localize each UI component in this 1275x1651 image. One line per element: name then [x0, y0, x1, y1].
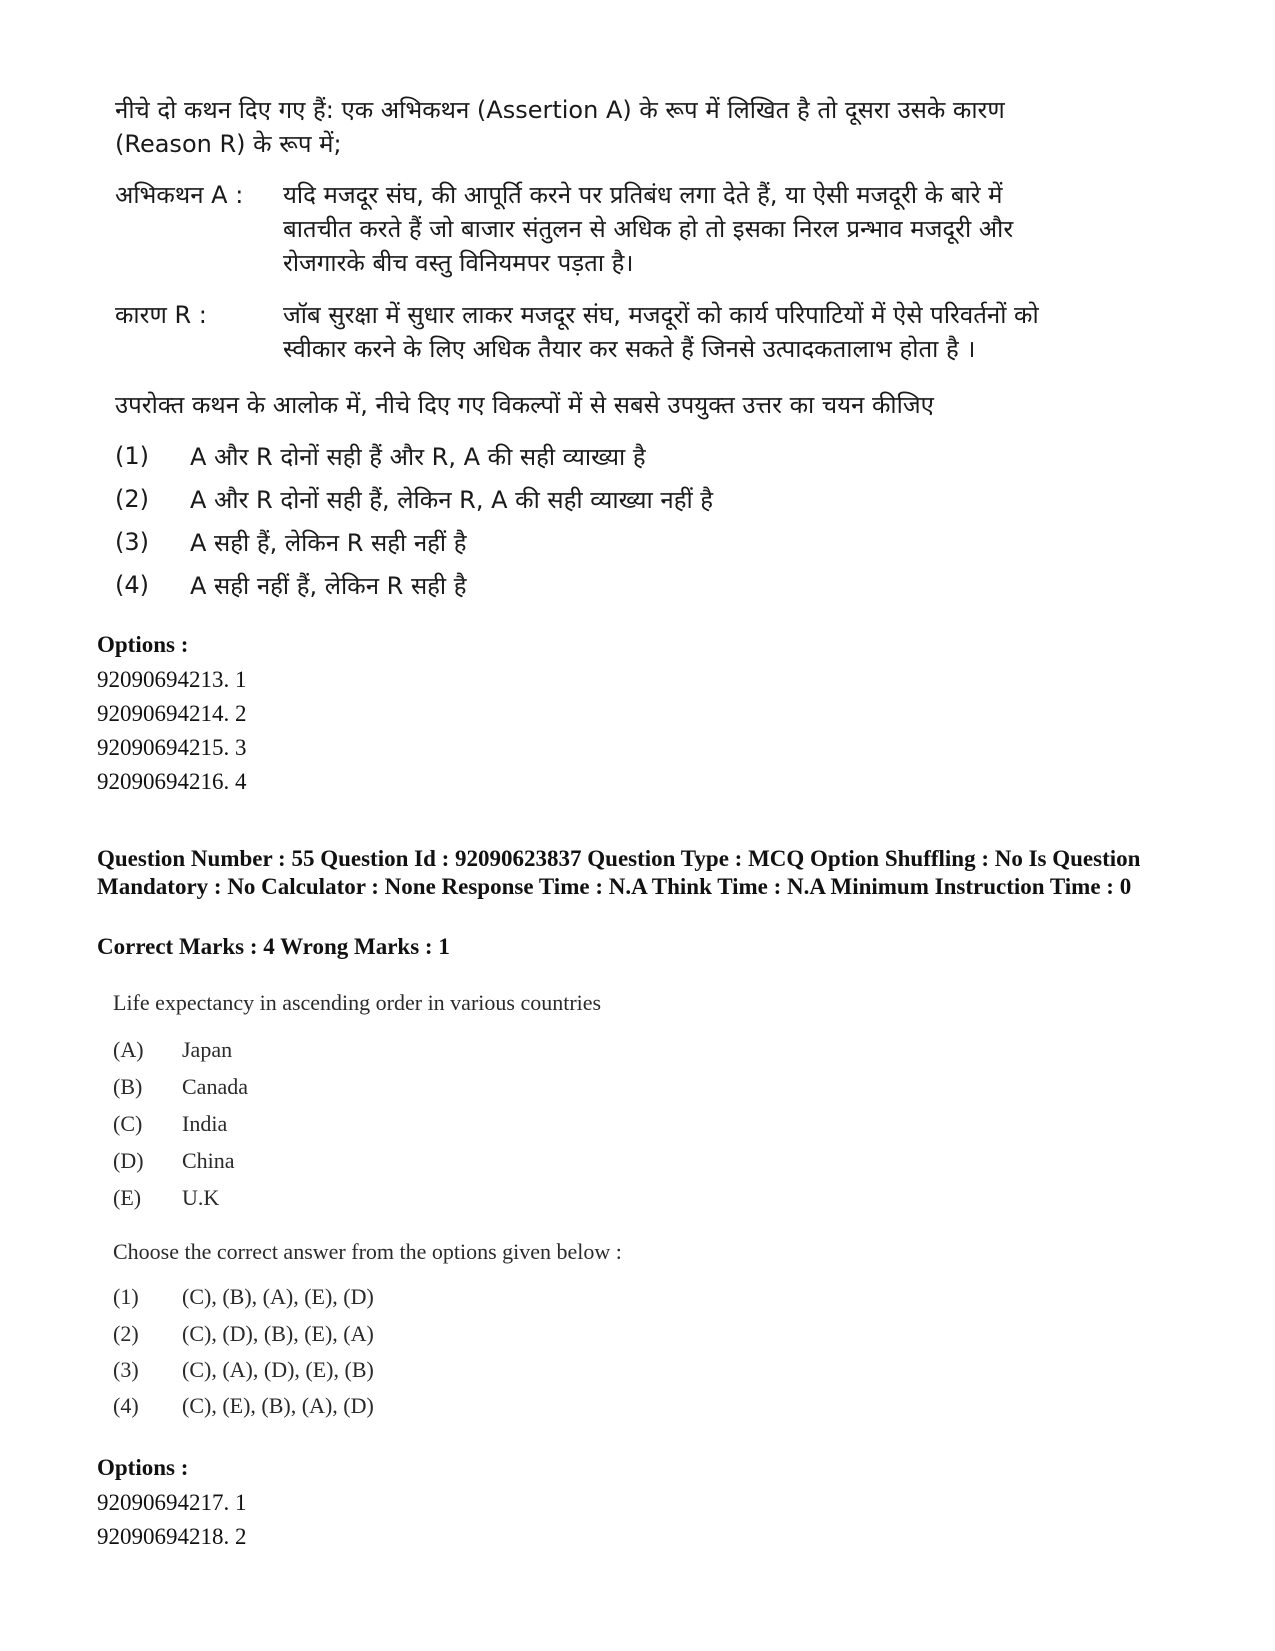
q54-choice-text: A और R दोनों सही हैं और R, A की सही व्याख्या है	[190, 443, 646, 471]
q54-choice-text: A सही हैं, लेकिन R सही नहीं है	[190, 529, 467, 557]
q54-prompt: उपरोक्त कथन के आलोक में, नीचे दिए गए विकल्पों में से सबसे उपयुक्त उत्तर का चयन कीजिए	[115, 391, 934, 419]
q55-item-label: (A)	[113, 1037, 144, 1062]
q55-choice-text: (C), (B), (A), (E), (D)	[182, 1284, 374, 1309]
q55-item-text: U.K	[182, 1185, 220, 1210]
q55-item-text: India	[182, 1111, 228, 1136]
q55-choice-text: (C), (E), (B), (A), (D)	[182, 1393, 374, 1418]
q55-choice-num: (2)	[113, 1321, 139, 1346]
q55-marks: Correct Marks : 4 Wrong Marks : 1	[97, 934, 450, 959]
q54-choice-num: (3)	[115, 528, 149, 556]
q55-item-text: Canada	[182, 1074, 248, 1099]
q54-intro-line1: नीचे दो कथन दिए गए हैं: एक अभिकथन (Assertion A) के रूप में लिखित है तो दूसरा उसके कारण	[115, 96, 1005, 124]
q54-choice-num: (1)	[115, 442, 149, 470]
option-item: 92090694213. 1	[97, 667, 247, 692]
option-item: 92090694217. 1	[97, 1490, 247, 1515]
reason-line1: जॉब सुरक्षा में सुधार लाकर मजदूर संघ, मजदूरों को कार्य परिपाटियों में ऐसे परिवर्तनों को	[283, 301, 1039, 329]
q55-meta: Question Number : 55 Question Id : 92090623837 Question Type : MCQ Option Shuffling : No Is Question Mandatory : No Calculator : None Response Time : N.A Think Time : N.A Minimum Instruction Time : 0	[97, 846, 1141, 899]
q55-item-label: (D)	[113, 1148, 144, 1173]
reason-label: कारण R :	[115, 301, 207, 329]
assertion-label: अभिकथन A :	[115, 181, 244, 209]
assertion-line1: यदि मजदूर संघ, की आपूर्ति करने पर प्रतिबंध लगा देते हैं, या ऐसी मजदूरी के बारे में	[283, 181, 1003, 209]
reason-text	[283, 298, 1039, 366]
q55-item-label: (C)	[113, 1111, 143, 1136]
options-heading: Options :	[97, 632, 189, 657]
option-item: 92090694218. 2	[97, 1524, 247, 1549]
reason-line2: स्वीकार करने के लिए अधिक तैयार कर सकते हैं जिनसे उत्पादकतालाभ होता है ।	[283, 335, 976, 363]
assertion-text	[283, 178, 1013, 280]
q54-choice-text: A सही नहीं हैं, लेकिन R सही है	[190, 572, 467, 600]
q54-intro-line2: (Reason R) के रूप में;	[115, 130, 342, 158]
assertion-line3: रोजगारके बीच वस्तु विनियमपर पड़ता है।	[283, 249, 634, 277]
assertion-line2: बातचीत करते हैं जो बाजार संतुलन से अधिक हो तो इसका निरल प्रन्भाव मजदूरी और	[283, 215, 1014, 243]
q55-choice-num: (3)	[113, 1357, 139, 1382]
q55-question: Life expectancy in ascending order in various countries	[113, 990, 602, 1015]
q54-choice-text: A और R दोनों सही हैं, लेकिन R, A की सही व्याख्या नहीं है	[190, 486, 714, 514]
q55-choice-num: (1)	[113, 1284, 139, 1309]
q55-choice-text: (C), (A), (D), (E), (B)	[182, 1357, 374, 1382]
q55-choice-text: (C), (D), (B), (E), (A)	[182, 1321, 374, 1346]
q55-item-text: China	[182, 1148, 235, 1173]
q54-choice-num: (4)	[115, 571, 149, 599]
q54-intro	[115, 93, 1005, 161]
option-item: 92090694215. 3	[97, 735, 247, 760]
q55-choice-num: (4)	[113, 1393, 139, 1418]
q55-item-text: Japan	[182, 1037, 233, 1062]
q55-item-label: (E)	[113, 1185, 142, 1210]
option-item: 92090694214. 2	[97, 701, 247, 726]
options-heading: Options :	[97, 1455, 189, 1480]
option-item: 92090694216. 4	[97, 769, 247, 794]
q55-prompt: Choose the correct answer from the options given below :	[113, 1239, 622, 1264]
q55-item-label: (B)	[113, 1074, 143, 1099]
q54-choice-num: (2)	[115, 485, 149, 513]
